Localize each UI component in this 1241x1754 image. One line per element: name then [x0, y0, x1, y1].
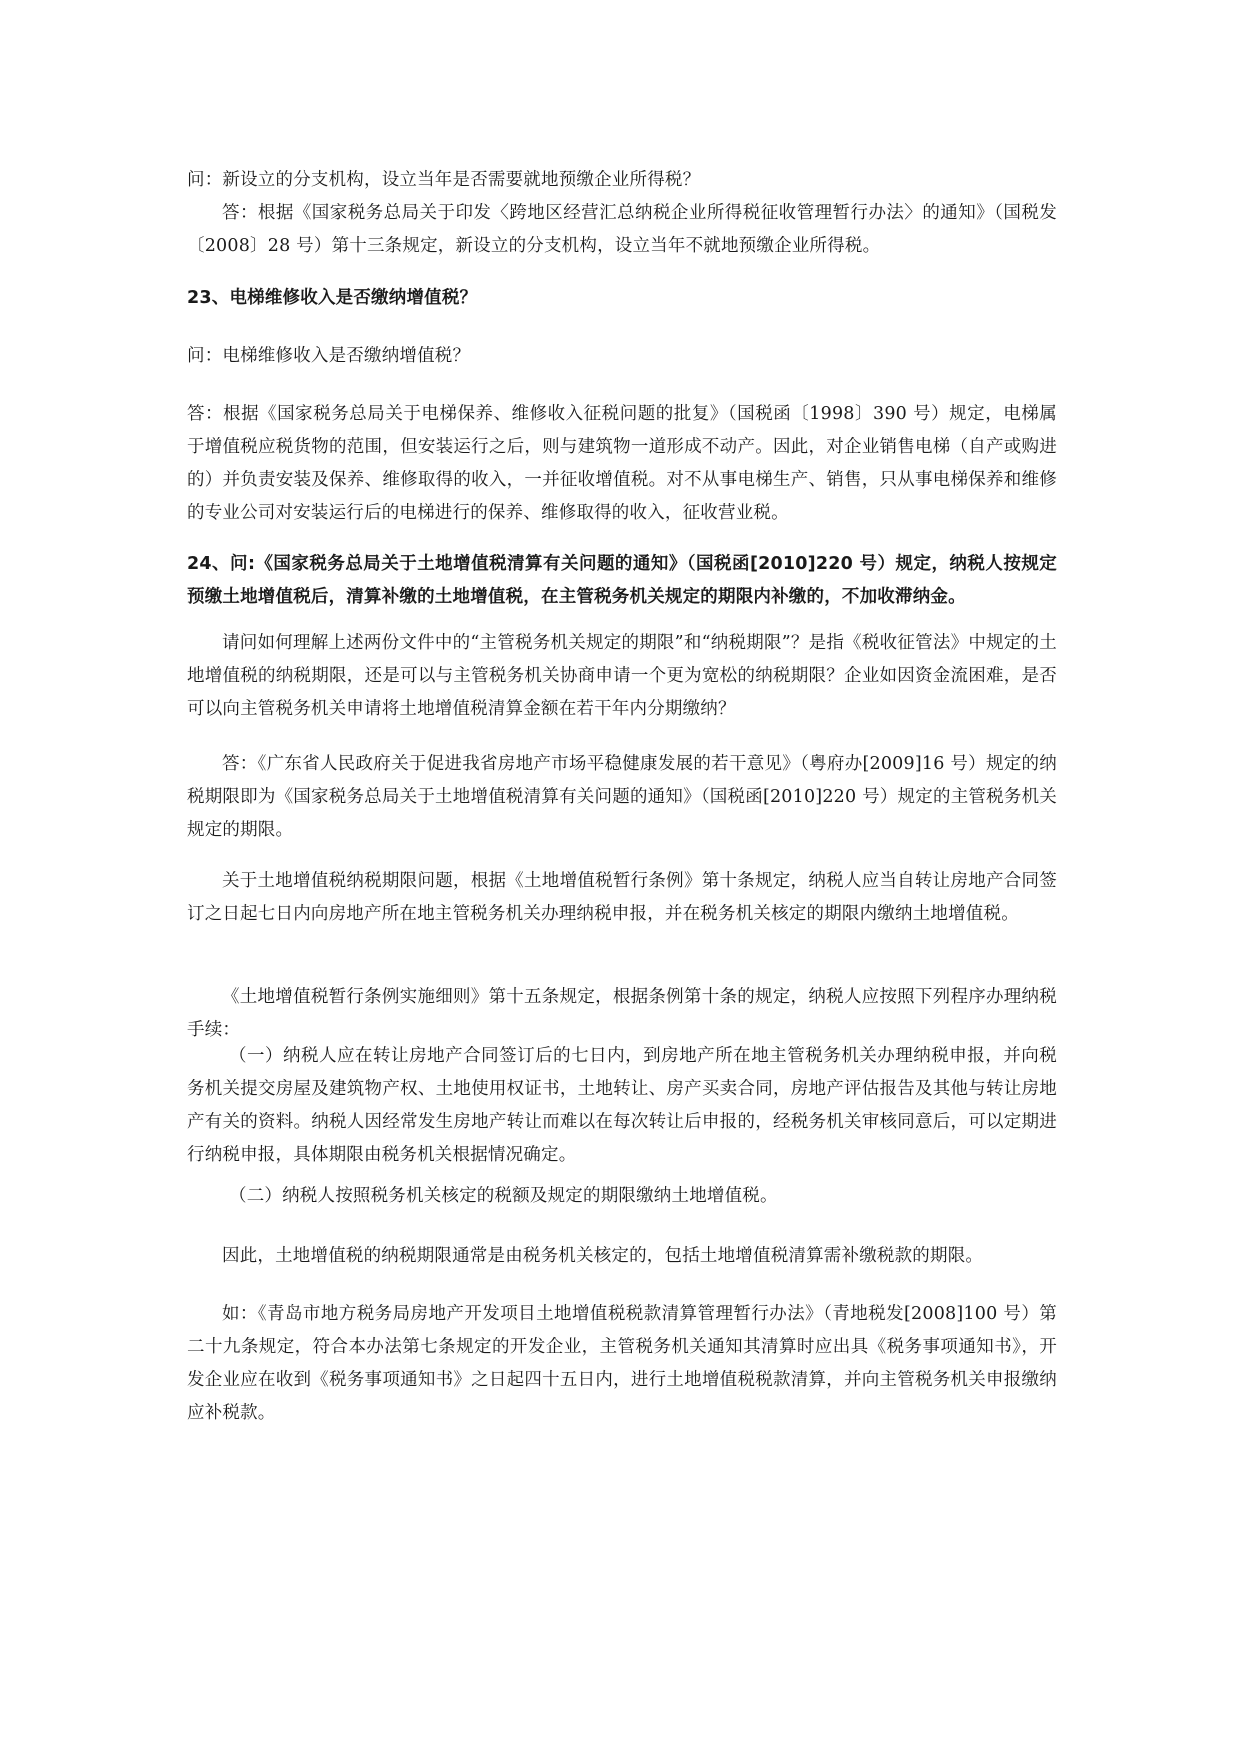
- question-paragraph: 请问如何理解上述两份文件中的“主管税务机关规定的期限”和“纳税期限”？是指《税收征管法》中规定的土地增值税的纳税期限，还是可以与主管税务机关协商申请一个更为宽松的纳税期限？企业如因资金流困难，是否可以向主管税务机关申请将土地增值税清算金额在若干年内分期缴纳？: [187, 633, 1057, 719]
- section-heading-23: 23、电梯维修收入是否缴纳增值税？: [187, 288, 478, 308]
- section-heading-24: 24、问:《国家税务总局关于土地增值税清算有关问题的通知》（国税函[2010]220 号）规定，纳税人按规定预缴土地增值税后，清算补缴的土地增值税，在主管税务机关规定的期限内补缴的，不加收滞纳金。: [187, 554, 1057, 607]
- body-paragraph: 关于土地增值税纳税期限问题，根据《土地增值税暂行条例》第十条规定，纳税人应当自转让房地产合同签订之日起七日内向房地产所在地主管税务机关办理纳税申报，并在税务机关核定的期限内缴纳土地增值税。: [187, 871, 1057, 924]
- answer-paragraph: 答：根据《国家税务总局关于电梯保养、维修收入征税问题的批复》（国税函〔1998〕390 号）规定，电梯属于增值税应税货物的范围，但安装运行之后，则与建筑物一道形成不动产。因此，对企业销售电梯（自产或购进的）并负责安装及保养、维修取得的收入，一并征收增值税。对不从事电梯生产、销售，只从事电梯保养和维修的专业公司对安装运行后的电梯进行的保养、维修取得的收入，征收营业税。: [187, 404, 1057, 523]
- body-paragraph: 如：《青岛市地方税务局房地产开发项目土地增值税税款清算管理暂行办法》（青地税发[2008]100 号）第二十九条规定，符合本办法第七条规定的开发企业，主管税务机关通知其清算时应出具《税务事项通知书》，开发企业应在收到《税务事项通知书》之日起四十五日内，进行土地增值税税款清算，并向主管税务机关申报缴纳应补税款。: [187, 1304, 1057, 1423]
- answer-paragraph: 答：根据《国家税务总局关于印发〈跨地区经营汇总纳税企业所得税征收管理暂行办法〉的通知》（国税发〔2008〕28 号）第十三条规定，新设立的分支机构，设立当年不就地预缴企业所得税。: [187, 203, 1057, 256]
- list-item: （一）纳税人应在转让房地产合同签订后的七日内，到房地产所在地主管税务机关办理纳税申报，并向税务机关提交房屋及建筑物产权、土地使用权证书，土地转让、房产买卖合同，房地产评估报告及其他与转让房地产有关的资料。纳税人因经常发生房地产转让而难以在每次转让后申报的，经税务机关审核同意后，可以定期进行纳税申报，具体期限由税务机关根据情况确定。: [187, 1046, 1057, 1165]
- body-paragraph: 《土地增值税暂行条例实施细则》第十五条规定，根据条例第十条的规定，纳税人应按照下列程序办理纳税手续：: [187, 987, 1057, 1040]
- body-paragraph: 因此，土地增值税的纳税期限通常是由税务机关核定的，包括土地增值税清算需补缴税款的期限。: [222, 1246, 984, 1266]
- question-paragraph: 问：电梯维修收入是否缴纳增值税？: [187, 346, 471, 366]
- list-item: （二）纳税人按照税务机关核定的税额及规定的期限缴纳土地增值税。: [229, 1186, 778, 1206]
- answer-paragraph: 答：《广东省人民政府关于促进我省房地产市场平稳健康发展的若干意见》（粤府办[2009]16 号）规定的纳税期限即为《国家税务总局关于土地增值税清算有关问题的通知》（国税函[2010]220 号）规定的主管税务机关规定的期限。: [187, 754, 1057, 840]
- question-paragraph: 问：新设立的分支机构，设立当年是否需要就地预缴企业所得税？: [187, 170, 701, 190]
